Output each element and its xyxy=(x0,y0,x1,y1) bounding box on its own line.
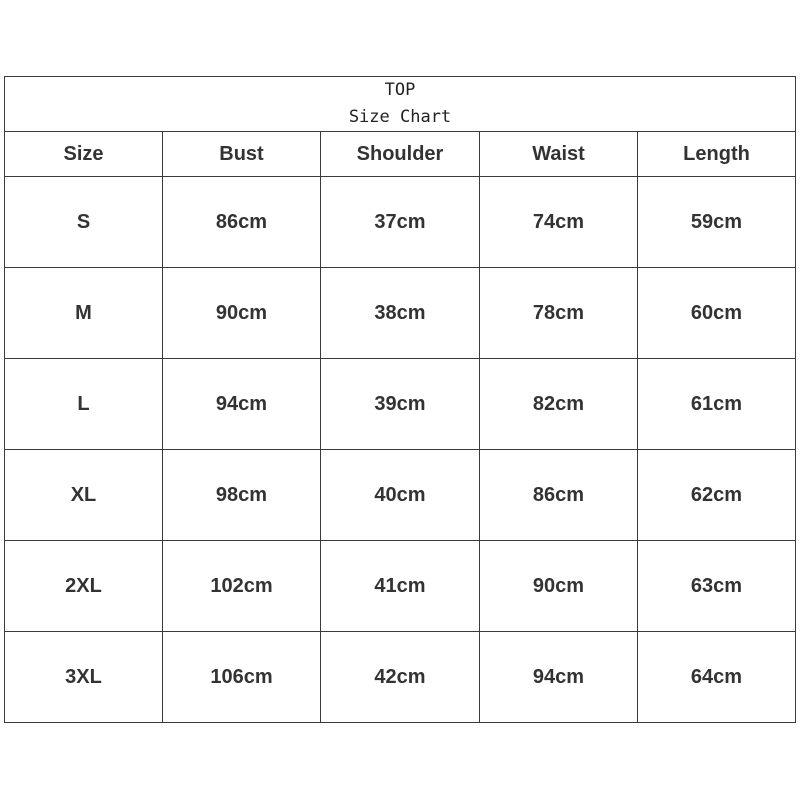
cell-size: 2XL xyxy=(5,541,163,632)
cell-shoulder: 37cm xyxy=(321,177,480,268)
column-header-waist: Waist xyxy=(480,132,638,177)
title-top: TOP xyxy=(384,80,416,100)
cell-bust: 86cm xyxy=(163,177,321,268)
cell-waist: 90cm xyxy=(480,541,638,632)
cell-waist: 94cm xyxy=(480,632,638,723)
column-header-size: Size xyxy=(5,132,163,177)
table-row xyxy=(5,268,796,359)
table-row xyxy=(5,177,796,268)
table-row xyxy=(5,632,796,723)
column-header-length: Length xyxy=(638,132,796,177)
cell-shoulder: 38cm xyxy=(321,268,480,359)
title-size-chart: Size Chart xyxy=(348,107,452,127)
cell-bust: 94cm xyxy=(163,359,321,450)
cell-bust: 98cm xyxy=(163,450,321,541)
table-row xyxy=(5,541,796,632)
cell-size: S xyxy=(5,177,163,268)
cell-bust: 102cm xyxy=(163,541,321,632)
cell-waist: 74cm xyxy=(480,177,638,268)
table-row xyxy=(5,450,796,541)
size-chart-table xyxy=(4,76,796,723)
cell-length: 64cm xyxy=(638,632,796,723)
cell-size: XL xyxy=(5,450,163,541)
cell-waist: 86cm xyxy=(480,450,638,541)
cell-size: M xyxy=(5,268,163,359)
cell-waist: 82cm xyxy=(480,359,638,450)
cell-length: 61cm xyxy=(638,359,796,450)
cell-length: 59cm xyxy=(638,177,796,268)
column-header-shoulder: Shoulder xyxy=(321,132,480,177)
cell-bust: 90cm xyxy=(163,268,321,359)
cell-shoulder: 40cm xyxy=(321,450,480,541)
title-row xyxy=(5,77,796,132)
column-header-bust: Bust xyxy=(163,132,321,177)
cell-shoulder: 42cm xyxy=(321,632,480,723)
cell-waist: 78cm xyxy=(480,268,638,359)
table-row xyxy=(5,359,796,450)
cell-shoulder: 39cm xyxy=(321,359,480,450)
cell-shoulder: 41cm xyxy=(321,541,480,632)
header-row xyxy=(5,132,796,177)
cell-length: 63cm xyxy=(638,541,796,632)
cell-length: 60cm xyxy=(638,268,796,359)
cell-length: 62cm xyxy=(638,450,796,541)
cell-size: L xyxy=(5,359,163,450)
table-title xyxy=(5,77,796,132)
cell-size: 3XL xyxy=(5,632,163,723)
cell-bust: 106cm xyxy=(163,632,321,723)
